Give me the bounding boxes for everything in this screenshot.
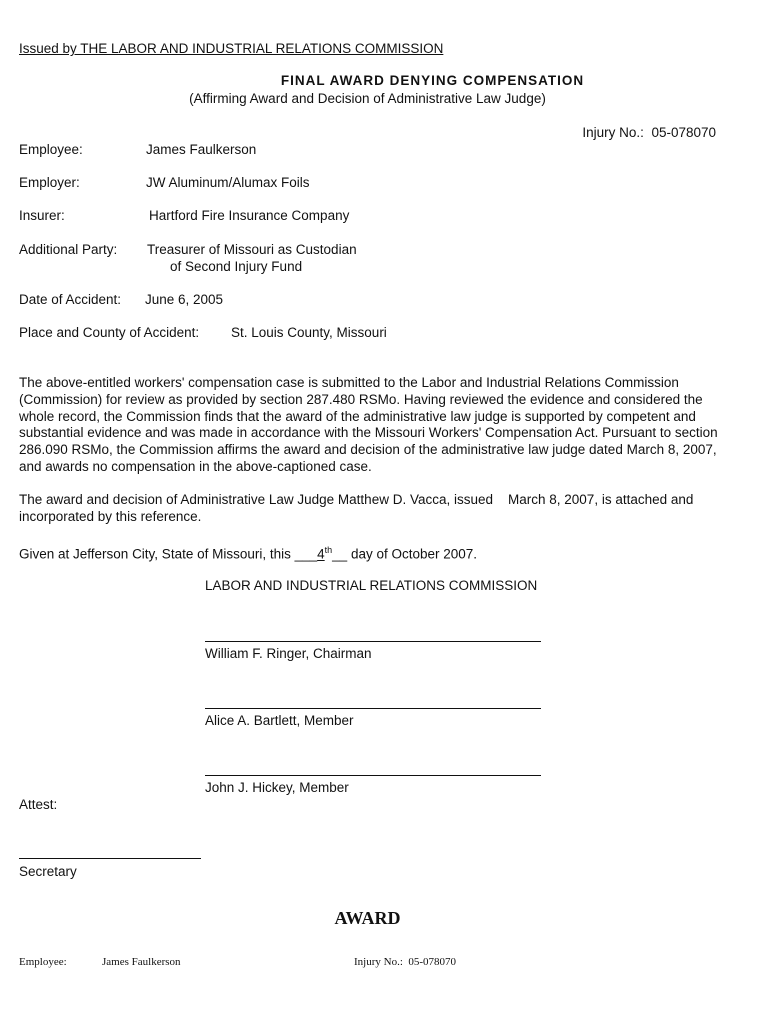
body-paragraph-2 — [19, 492, 719, 526]
issued-by-line — [19, 41, 557, 56]
issued-by-text: Issued by THE LABOR AND INDUSTRIAL RELATIONS COMMISSION — [19, 41, 444, 56]
member1-name: Alice A. Bartlett, Member — [205, 713, 354, 728]
chairman-signature-line — [205, 641, 541, 642]
award-employee-value: James Faulkerson — [102, 956, 181, 968]
member2-name: John J. Hickey, Member — [205, 780, 349, 795]
member2-signature-line — [205, 775, 541, 776]
document-subtitle: (Affirming Award and Decision of Administrative Law Judge) — [189, 91, 546, 106]
body-paragraph-1: The above-entitled workers' compensation case is submitted to the Labor and Industrial Relations Commission (Commission) for review as provided by section 287.480 RSMo. Having reviewed the evidence and considered the whole record, the Commission finds that the award of the administrative law judge is supported by competent and substantial evidence and was made in accordance with the Missouri Workers' Compensation Act. Pursuant to section 286.090 RSMo, the Commission affirms the award and decision of the administrative law judge dated March 8, 2007, and awards no compensation in the above-captioned case. — [19, 375, 718, 474]
additional-party-label: Additional Party: — [19, 242, 118, 257]
given-end: __ day of October 2007. — [332, 546, 478, 562]
award-injury-number — [354, 956, 456, 968]
given-day-suffix: th — [324, 545, 333, 555]
insurer-value: Hartford Fire Insurance Company — [149, 208, 350, 223]
award-heading: AWARD — [334, 908, 401, 928]
award-injury-label: Injury No.: — [354, 956, 403, 968]
award-injury-value: 05-078070 — [408, 956, 457, 968]
additional-party-line2: of Second Injury Fund — [170, 259, 303, 274]
paragraph-2-part-a: The award and decision of Administrative Law Judge Matthew D. Vacca, issued — [19, 492, 493, 507]
paragraph-2-part-b: March 8, 2007, is attached and incorporated by this reference. — [19, 492, 694, 524]
award-employee-label: Employee: — [19, 956, 67, 968]
document-title: FINAL AWARD DENYING COMPENSATION — [280, 73, 585, 88]
given-day: 4 — [317, 546, 325, 562]
insurer-label: Insurer: — [19, 208, 65, 223]
date-label: Date of Accident: — [19, 292, 122, 307]
commission-name: LABOR AND INDUSTRIAL RELATIONS COMMISSION — [205, 578, 538, 593]
given-prefix: Given at Jefferson City, State of Missouri, this ___ — [19, 546, 318, 562]
place-label: Place and County of Accident: — [19, 325, 200, 340]
additional-party-line1: Treasurer of Missouri as Custodian — [147, 242, 357, 257]
injury-value: 05-078070 — [651, 125, 716, 140]
member1-signature-line — [205, 708, 541, 709]
chairman-name: William F. Ringer, Chairman — [205, 646, 372, 661]
injury-number — [582, 125, 716, 140]
place-value: St. Louis County, Missouri — [231, 325, 387, 340]
secretary-label: Secretary — [19, 864, 77, 879]
date-value: June 6, 2005 — [145, 292, 224, 307]
employer-label: Employer: — [19, 175, 80, 190]
attest-label: Attest: — [19, 797, 58, 812]
injury-label: Injury No.: — [582, 125, 644, 140]
employee-label: Employee: — [19, 142, 83, 157]
secretary-signature-line — [19, 858, 201, 859]
employee-value: James Faulkerson — [146, 142, 257, 157]
employer-value: JW Aluminum/Alumax Foils — [146, 175, 310, 190]
given-line — [19, 545, 477, 562]
